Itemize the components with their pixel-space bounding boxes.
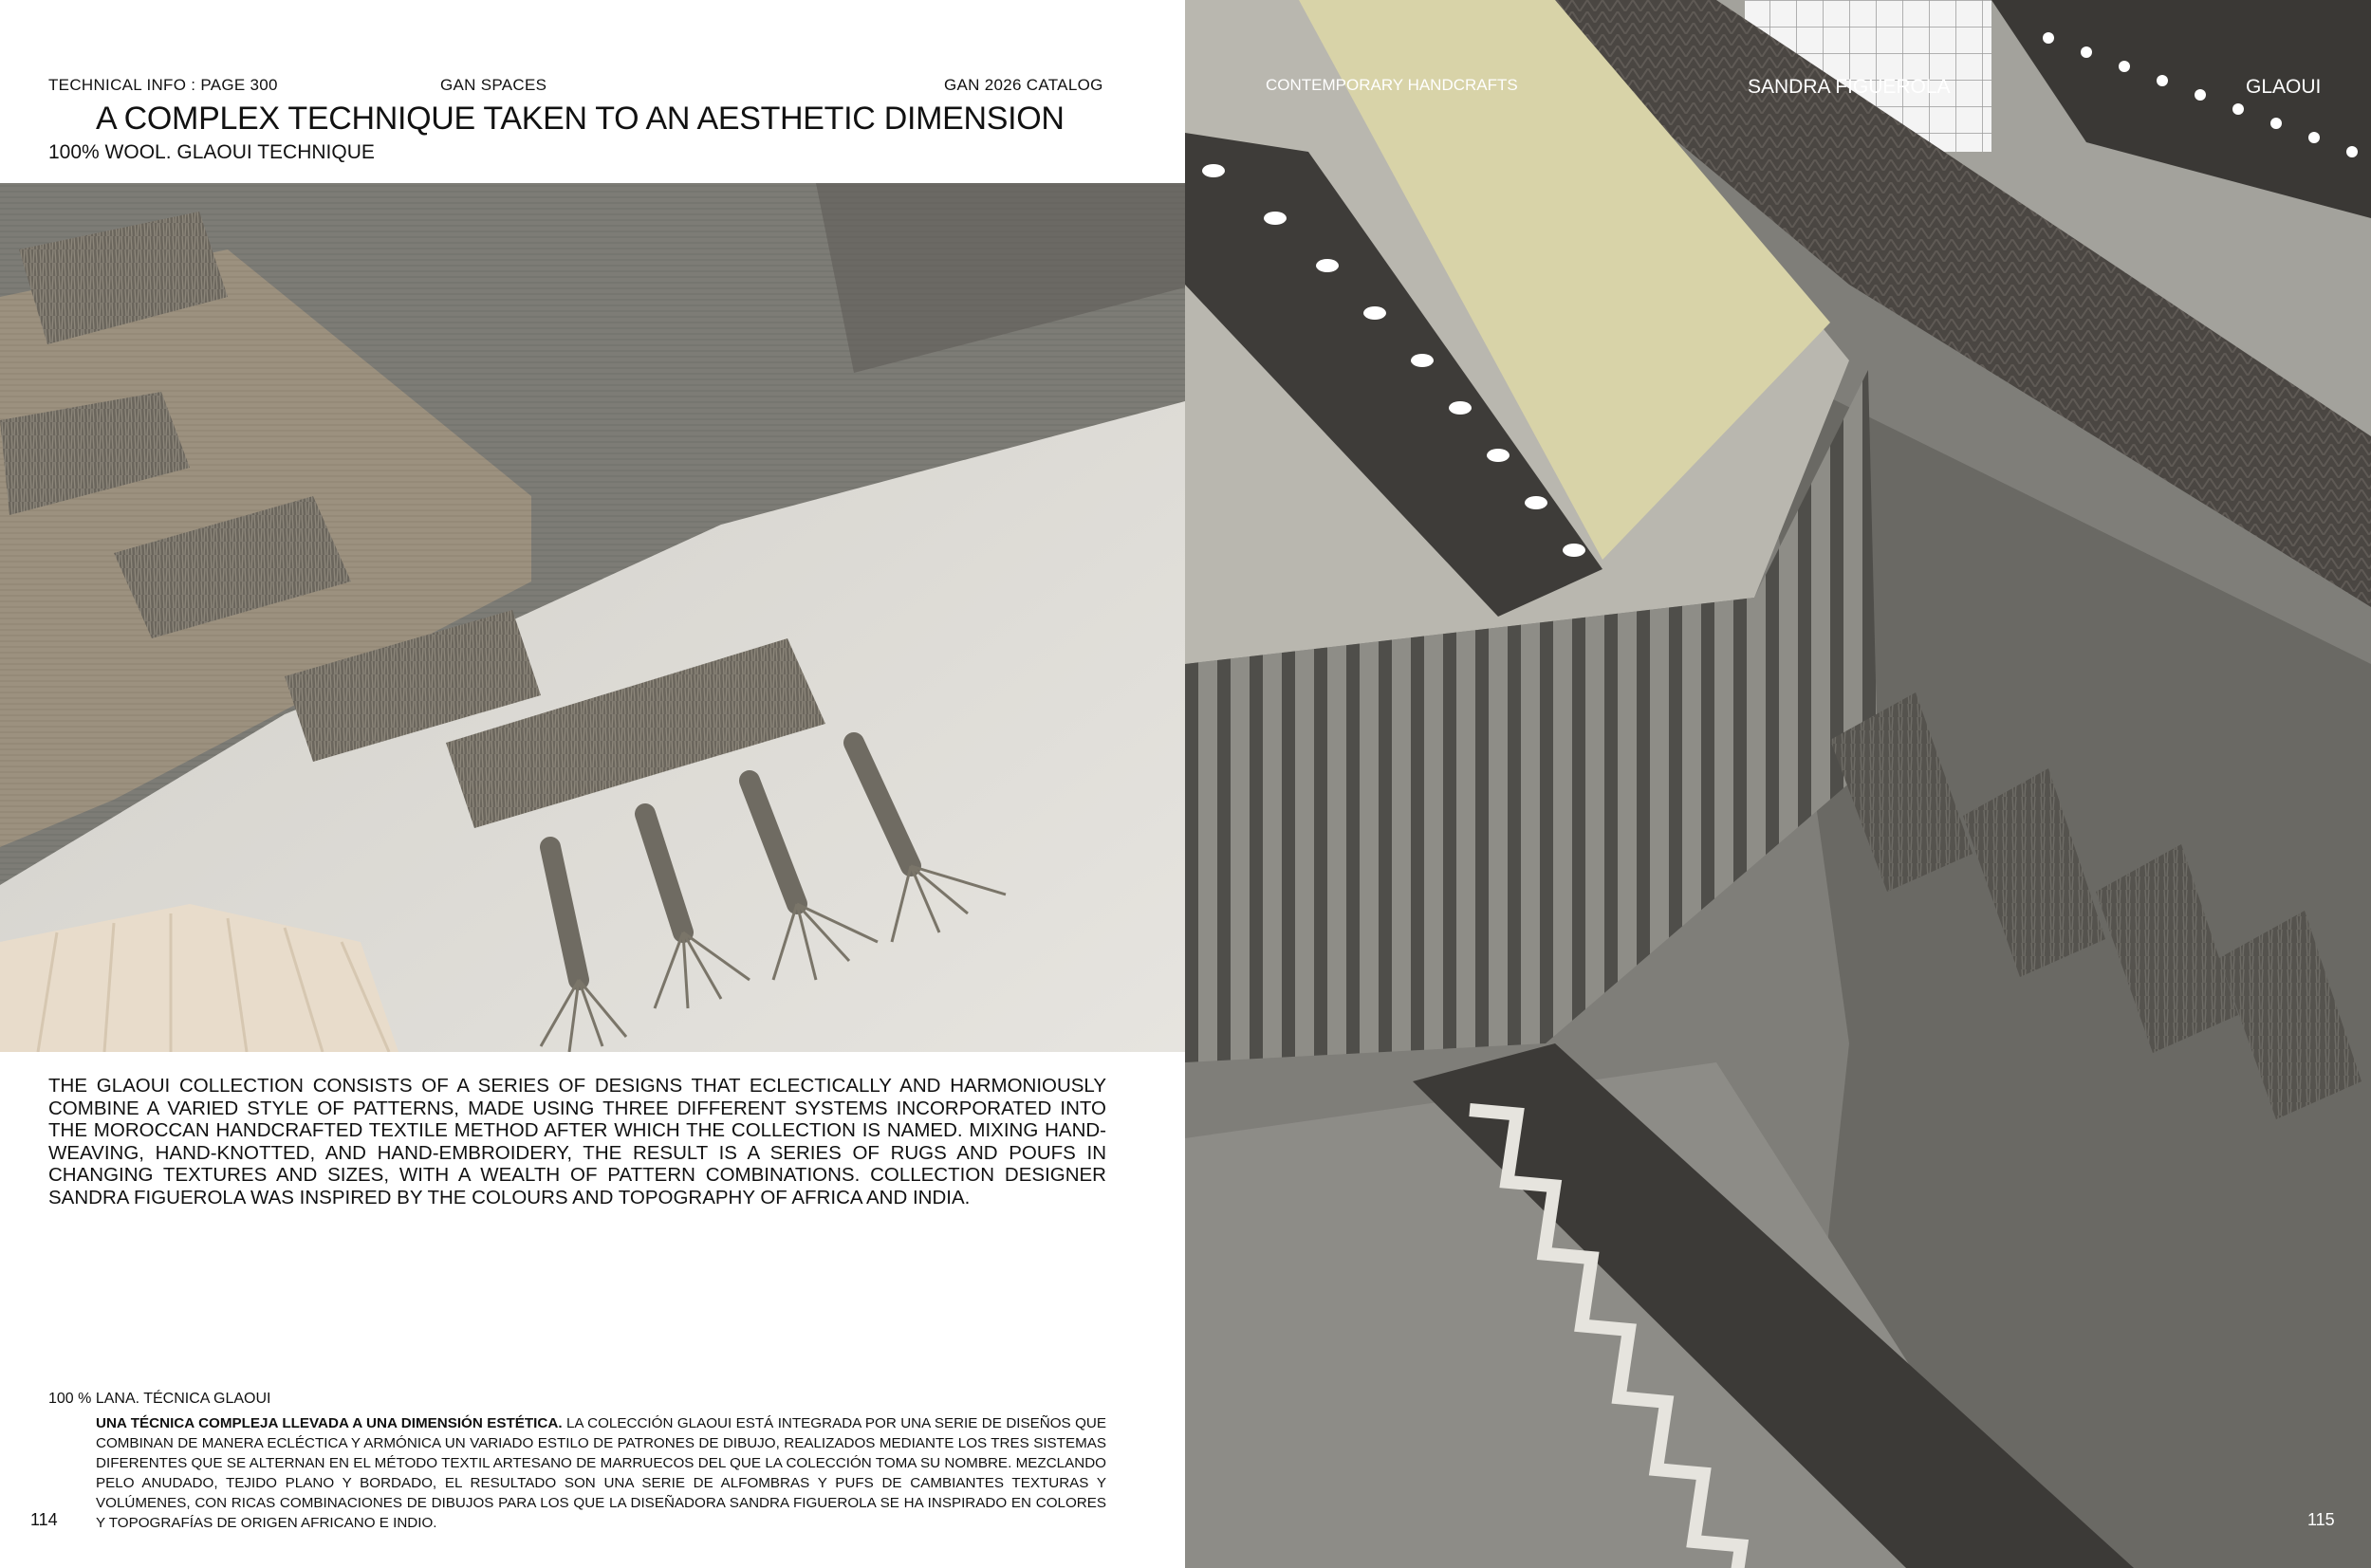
body-text-spanish <box>96 1413 1106 1533</box>
page-subheading: 100% WOOL. GLAOUI TECHNIQUE <box>48 141 375 163</box>
page-number-right: 115 <box>2307 1510 2335 1529</box>
right-page-photo <box>1185 0 2371 1568</box>
spanish-subheading: 100 % LANA. TÉCNICA GLAOUI <box>48 1391 271 1407</box>
header-catalog: GAN 2026 CATALOG <box>944 76 1103 94</box>
page-number-left: 114 <box>30 1510 58 1529</box>
page-headline: A COMPLEX TECHNIQUE TAKEN TO AN AESTHETIC DIMENSION <box>96 101 1065 137</box>
rug-detail-photo <box>0 183 1185 1052</box>
header-designer: SANDRA FIGUEROLA <box>1748 76 1951 98</box>
spanish-lead-sentence: UNA TÉCNICA COMPLEJA LLEVADA A UNA DIMENSIÓN ESTÉTICA. <box>96 1415 563 1431</box>
left-page <box>0 0 1185 1568</box>
header-collection: GLAOUI <box>2246 76 2322 98</box>
header-technical-info: TECHNICAL INFO : PAGE 300 <box>48 76 278 94</box>
header-gan-spaces: GAN SPACES <box>440 76 547 94</box>
body-text-english: THE GLAOUI COLLECTION CONSISTS OF A SERIES OF DESIGNS THAT ECLECTICALLY AND HARMONIOUSLY COMBINE A VARIED STYLE OF PATTERNS, MADE USING THREE DIFFERENT SYSTEMS INCORPORATED INTO THE MOROCCAN HANDCRAFTED TEXTILE METHOD AFTER WHICH THE COLLECTION IS NAMED. MIXING HAND-WEAVING, HAND-KNOTTED, AND HAND-EMBROIDERY, THE RESULT IS A SERIES OF RUGS AND POUFS IN CHANGING TEXTURES AND SIZES, WITH A WEALTH OF PATTERN COMBINATIONS. COLLECTION DESIGNER SANDRA FIGUEROLA WAS INSPIRED BY THE COLOURS AND TOPOGRAPHY OF AFRICA AND INDIA. <box>48 1075 1106 1208</box>
header-section: CONTEMPORARY HANDCRAFTS <box>1266 76 1518 94</box>
spanish-body: LA COLECCIÓN GLAOUI ESTÁ INTEGRADA POR UNA SERIE DE DISEÑOS QUE COMBINAN DE MANERA ECLÉCTICA Y ARMÓNICA UN VARIADO ESTILO DE PATRONES DE DIBUJO, REALIZADOS MEDIANTE LOS TRES SISTEMAS DIFERENTES QUE SE ALTERNAN EN EL MÉTODO TEXTIL ARTESANO DE MARRUECOS DEL QUE LA COLECCIÓN TOMA SU NOMBRE. MEZCLANDO PELO ANUDADO, TEJIDO PLANO Y BORDADO, EL RESULTADO SON UNA SERIE DE ALFOMBRAS Y PUFS DE CAMBIANTES TEXTURAS Y VOLÚMENES, CON RICAS COMBINACIONES DE DIBUJOS PARA LOS QUE LA DISEÑADORA SANDRA FIGUEROLA SE HA INSPIRADO EN COLORES Y TOPOGRAFÍAS DE ORIGEN AFRICANO E INDIO. <box>96 1415 1106 1531</box>
pouf-and-rug-photo <box>1185 0 2371 1568</box>
